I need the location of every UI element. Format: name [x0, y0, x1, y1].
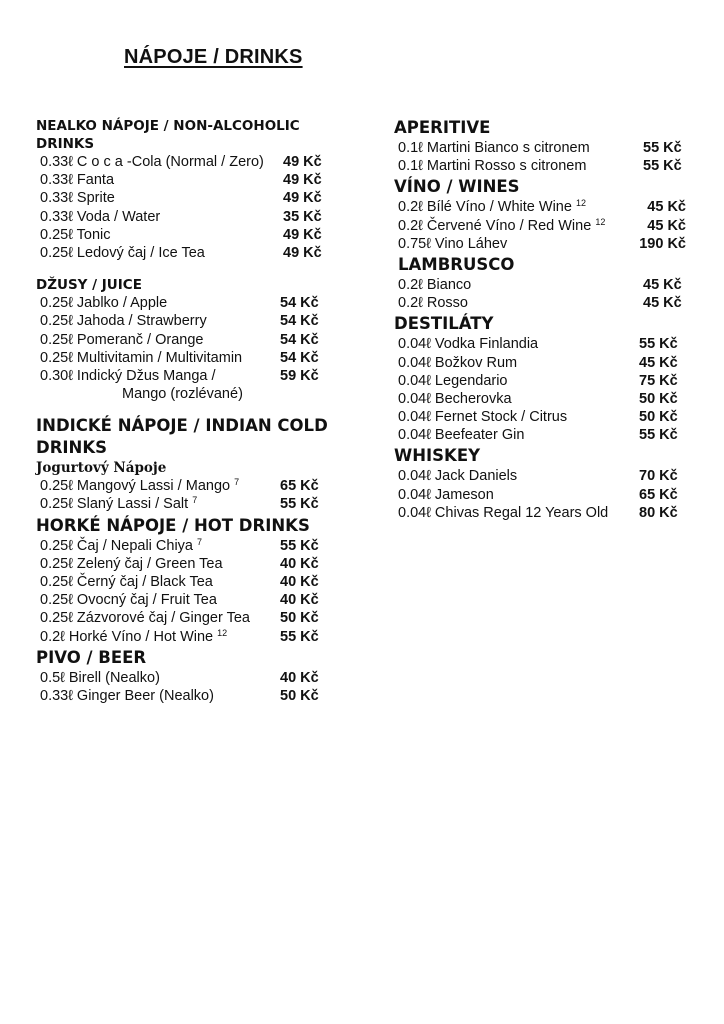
menu-item	[36, 555, 336, 573]
section-heading: NEALKO NÁPOJE / NON-ALCOHOLIC	[36, 118, 300, 134]
item-price: 40 Kč	[280, 555, 319, 572]
item-list	[36, 294, 336, 385]
item-price: 54 Kč	[280, 295, 319, 312]
allergen-number: 7	[234, 477, 240, 488]
section-subheading: Jogurtový Nápoje	[36, 460, 167, 477]
menu-item	[394, 467, 694, 485]
item-name: 0.2ℓ Rosso	[398, 295, 468, 312]
item-price: 50 Kč	[280, 687, 319, 704]
item-price: 40 Kč	[280, 574, 319, 590]
item-price: 65 Kč	[280, 478, 319, 495]
item-name: 0.25ℓ Jahoda / Strawberry	[40, 313, 207, 330]
item-name: 0.04ℓ Becherovka	[398, 390, 512, 407]
section-heading: INDICKÉ NÁPOJE / INDIAN COLD	[36, 416, 328, 436]
item-price: 190 Kč	[639, 235, 686, 252]
section-hot-drinks	[36, 515, 336, 646]
menu-item	[36, 226, 336, 244]
item-price: 75 Kč	[639, 372, 678, 389]
item-price: 40 Kč	[280, 592, 319, 609]
item-name: 0.33ℓ Sprite	[40, 190, 115, 207]
item-name: 0.33ℓ Ginger Beer (Nealko)	[40, 687, 214, 704]
section-juice	[36, 276, 336, 403]
item-price: 45 Kč	[639, 354, 678, 371]
section-heading: APERITIVE	[394, 118, 491, 137]
menu-item	[394, 198, 694, 216]
allergen-number: 7	[197, 536, 203, 547]
allergen-number: 12	[595, 216, 606, 227]
menu-item	[36, 294, 336, 312]
item-name: 0.04ℓ Vodka Finlandia	[398, 336, 539, 353]
item-price: 45 Kč	[643, 295, 682, 312]
section-whiskey	[394, 445, 694, 522]
item-name: 0.04ℓ Jack Daniels	[398, 468, 518, 485]
menu-item	[36, 208, 336, 226]
menu-item	[394, 486, 694, 504]
item-list	[36, 477, 336, 513]
menu-item	[36, 609, 336, 627]
item-price: 49 Kč	[283, 226, 322, 243]
item-name: 0.25ℓ Multivitamin / Multivitamin	[40, 349, 243, 366]
item-price: 55 Kč	[643, 140, 682, 156]
menu-item	[36, 591, 336, 609]
item-name: 0.04ℓ Chivas Regal 12 Years Old	[398, 504, 609, 521]
item-name: 0.25ℓ Tonic	[40, 226, 111, 243]
item-name: 0.33ℓ Voda / Water	[40, 208, 161, 225]
menu-item	[36, 537, 336, 555]
item-name: 0.25ℓ Čaj / Nepali Chiya $^7$	[40, 536, 203, 554]
menu-item	[36, 477, 336, 495]
item-price: 80 Kč	[639, 504, 678, 521]
item-price: 50 Kč	[280, 610, 319, 627]
item-price: 55 Kč	[280, 496, 319, 513]
item-price: 49 Kč	[283, 172, 322, 189]
item-name: 0.2ℓ Bianco	[398, 276, 472, 293]
item-name: 0.2ℓ Bílé Víno / White Wine $^{12}$	[398, 198, 586, 216]
allergen-number: 12	[575, 198, 586, 209]
section-heading-continued: DRINKS	[36, 438, 108, 458]
item-name: 0.25ℓ Zelený čaj / Green Tea	[40, 555, 223, 572]
menu-item	[36, 244, 336, 262]
item-name: 0.33ℓ Fanta	[40, 172, 115, 189]
item-price: 55 Kč	[639, 336, 678, 353]
item-name: 0.2ℓ Horké Víno / Hot Wine $^{12}$	[40, 627, 228, 645]
section-heading-continued: DRINKS	[36, 136, 95, 152]
item-price: 54 Kč	[280, 349, 319, 366]
item-list	[36, 153, 336, 262]
menu-item	[36, 189, 336, 207]
menu-item	[36, 495, 336, 513]
item-price: 65 Kč	[639, 486, 678, 503]
menu-item	[394, 408, 694, 426]
menu-item	[36, 349, 336, 367]
item-list	[394, 198, 694, 253]
menu-item	[36, 153, 336, 171]
menu-item	[36, 687, 336, 705]
section-lambrusco	[394, 254, 694, 312]
left-column	[36, 117, 336, 705]
right-column	[394, 117, 694, 522]
item-name: 0.1ℓ Martini Rosso s citronem	[398, 158, 587, 175]
item-name: 0.04ℓ Jameson	[398, 486, 494, 503]
menu-item	[394, 217, 694, 235]
section-heading: DŽUSY / JUICE	[36, 277, 142, 294]
menu-item	[394, 372, 694, 390]
item-price: 45 Kč	[643, 276, 682, 293]
item-list	[394, 467, 694, 522]
menu-item	[394, 390, 694, 408]
item-price: 54 Kč	[280, 331, 319, 348]
section-wine	[394, 176, 694, 253]
menu-item-continuation	[36, 385, 336, 403]
section-heading: WHISKEY	[394, 446, 481, 466]
item-price: 55 Kč	[280, 628, 319, 645]
allergen-number: 7	[192, 495, 198, 506]
menu-item	[394, 294, 694, 312]
item-name: 0.2ℓ Červené Víno / Red Wine $^{12}$	[398, 216, 606, 234]
section-heading: DESTILÁTY	[394, 314, 494, 334]
menu-item	[394, 235, 694, 253]
menu-item	[36, 573, 336, 591]
item-name: 0.25ℓ Zázvorové čaj / Ginger Tea	[40, 610, 250, 627]
item-name: 0.25ℓ Černý čaj / Black Tea	[40, 574, 213, 590]
item-price: 55 Kč	[280, 537, 319, 554]
menu-item	[394, 139, 694, 157]
section-nonalcoholic	[36, 117, 336, 262]
menu-item	[36, 331, 336, 349]
menu-item	[394, 504, 694, 522]
item-price: 40 Kč	[280, 669, 319, 686]
section-aperitive	[394, 117, 694, 175]
item-price: 45 Kč	[647, 217, 686, 234]
allergen-number: 12	[217, 627, 228, 638]
section-heading: HORKÉ NÁPOJE / HOT DRINKS	[36, 515, 310, 535]
menu-item	[36, 669, 336, 687]
section-heading: VÍNO / WINES	[394, 177, 520, 197]
item-price: 55 Kč	[639, 427, 678, 444]
menu-item	[36, 171, 336, 189]
item-name: 0.25ℓ Slaný Lassi / Salt $^7$	[40, 495, 198, 513]
section-indian	[36, 415, 336, 513]
item-price: 54 Kč	[280, 313, 319, 330]
item-price: 45 Kč	[647, 199, 686, 216]
menu-item	[394, 157, 694, 175]
item-price: 50 Kč	[639, 390, 678, 407]
item-price: 55 Kč	[643, 158, 682, 175]
item-name: 0.25ℓ Ovocný čaj / Fruit Tea	[40, 592, 217, 609]
item-list	[36, 537, 336, 646]
item-price: 49 Kč	[283, 244, 322, 261]
item-name: 0.04ℓ Božkov Rum	[398, 354, 518, 371]
menu-item	[36, 312, 336, 330]
item-price: 35 Kč	[283, 208, 322, 225]
section-heading: LAMBRUSCO	[398, 254, 515, 274]
menu-item	[36, 367, 336, 385]
page-title: NÁPOJE / DRINKS	[124, 46, 303, 68]
item-list	[394, 276, 694, 312]
item-name-continued: Mango (rozlévané)	[122, 386, 243, 403]
item-name: 0.1ℓ Martini Bianco s citronem	[398, 140, 590, 156]
item-list	[36, 669, 336, 705]
item-name: 0.25ℓ Ledový čaj / Ice Tea	[40, 244, 205, 261]
item-name: 0.25ℓ Jablko / Apple	[40, 295, 168, 312]
menu-item	[394, 354, 694, 372]
menu-item	[394, 426, 694, 444]
item-name: 0.04ℓ Fernet Stock / Citrus	[398, 409, 568, 426]
item-name: 0.04ℓ Legendario	[398, 372, 508, 389]
item-price: 49 Kč	[283, 190, 322, 207]
item-name: 0.30ℓ Indický Džus Manga /	[40, 367, 216, 384]
section-spirits	[394, 313, 694, 444]
menu-item	[394, 276, 694, 294]
section-beer	[36, 647, 336, 705]
item-list	[394, 335, 694, 444]
item-name: 0.25ℓ Mangový Lassi / Mango $^7$	[40, 477, 240, 495]
menu-item	[36, 628, 336, 646]
item-name: 0.33ℓ C o c a -Cola (Normal / Zero)	[40, 154, 264, 170]
item-price: 70 Kč	[639, 468, 678, 485]
menu-item	[394, 335, 694, 353]
item-price: 49 Kč	[283, 154, 322, 170]
item-price: 59 Kč	[280, 367, 319, 384]
section-heading: PIVO / BEER	[36, 647, 147, 667]
item-name: 0.5ℓ Birell (Nealko)	[40, 669, 160, 686]
item-name: 0.04ℓ Beefeater Gin	[398, 427, 525, 444]
item-price: 50 Kč	[639, 409, 678, 426]
item-name: 0.75ℓ Vino Láhev	[398, 235, 508, 252]
item-name: 0.25ℓ Pomeranč / Orange	[40, 331, 204, 348]
item-list	[394, 139, 694, 175]
